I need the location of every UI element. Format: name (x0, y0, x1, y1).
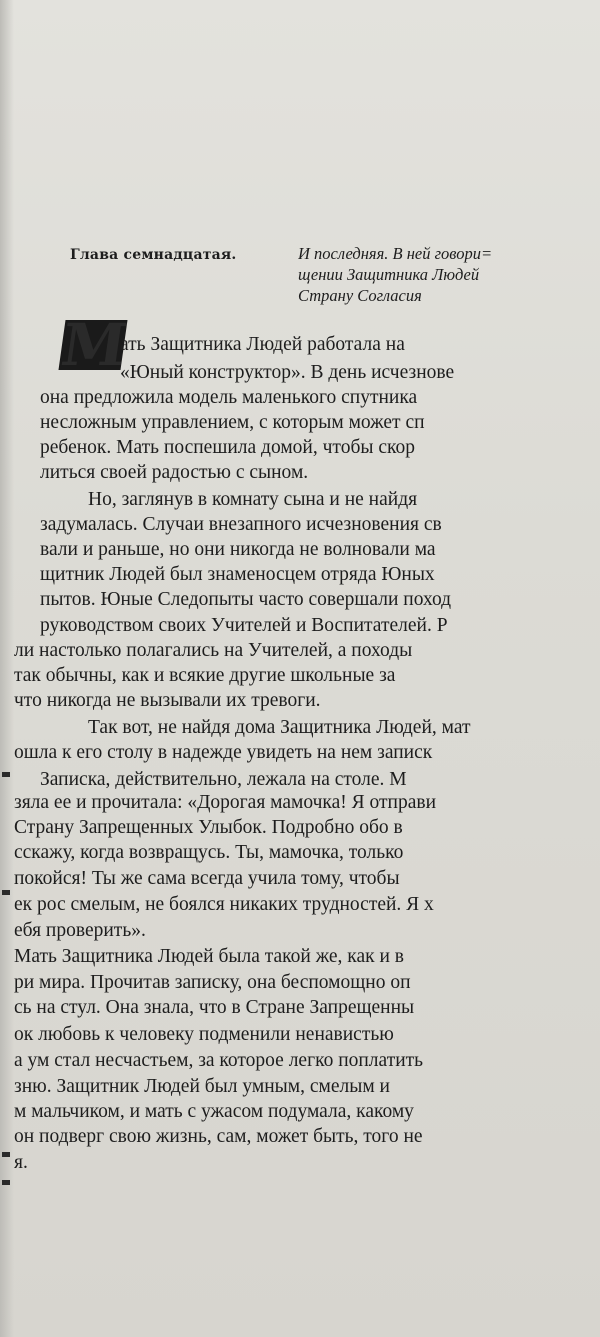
text-line: что никогда не вызывали их тревоги. (14, 690, 321, 711)
text-line: ок любовь к человеку подменили ненавистью (14, 1024, 394, 1045)
text-line: Страну Запрещенных Улыбок. Подробно обо в (14, 817, 403, 838)
text-line: ошла к его столу в надежде увидеть на нем записк (14, 742, 433, 763)
text-line: она предложила модель маленького спутника (40, 387, 418, 408)
text-line: сь на стул. Она знала, что в Стране Запрещенны (14, 997, 415, 1018)
text-line: задумалась. Случаи внезапного исчезновения св (40, 514, 442, 535)
text-line: несложным управлением, с которым может сп (40, 412, 425, 433)
text-line: ребенок. Мать поспешила домой, чтобы скор (40, 437, 415, 458)
text-line: а ум стал несчастьем, за которое легко поплатить (14, 1050, 424, 1071)
chapter-header (0, 243, 600, 307)
chapter-subtitle-line: Страну Согласия (298, 286, 422, 305)
text-line: покойся! Ты же сама всегда учила тому, чтобы (14, 868, 400, 889)
text-line: ек рос смелым, не боялся никаких трудностей. Я х (14, 894, 434, 915)
page-edge-mark (2, 1180, 10, 1185)
text-line: Но, заглянув в комнату сына и не найдя (88, 489, 418, 510)
page-edge-mark (2, 772, 10, 777)
page-edge-mark (2, 1152, 10, 1157)
text-line: пытов. Юные Следопыты часто совершали поход (40, 589, 452, 610)
page-edge-mark (2, 890, 10, 895)
text-line: ли настолько полагались на Учителей, а походы (14, 640, 413, 661)
chapter-subtitle (298, 243, 600, 306)
text-line: ри мира. Прочитав записку, она беспомощно оп (14, 972, 411, 993)
text-line: руководством своих Учителей и Воспитателей. Р (40, 615, 448, 636)
chapter-title: Глава семнадцатая. (70, 247, 237, 263)
text-line: ебя проверить». (14, 920, 146, 941)
text-line: литься своей радостью с сыном. (40, 462, 309, 483)
text-line: «Юный конструктор». В день исчезнове (120, 362, 455, 383)
text-line: ать Защитника Людей работала на (120, 334, 405, 355)
text-line: м мальчиком, и мать с ужасом подумала, какому (14, 1101, 414, 1122)
text-line: зяла ее и прочитала: «Дорогая мамочка! Я отправи (14, 792, 437, 813)
drop-cap-letter: М (57, 311, 131, 379)
text-line: так обычны, как и всякие другие школьные за (14, 665, 396, 686)
text-line: щитник Людей был знаменосцем отряда Юных (40, 564, 435, 585)
chapter-subtitle-line: И последняя. В ней говори= (298, 244, 493, 263)
text-line: Мать Защитника Людей была такой же, как и в (14, 946, 405, 967)
text-line: вали и раньше, но они никогда не волновали ма (40, 539, 436, 560)
chapter-subtitle-line: щении Защитника Людей (298, 265, 480, 284)
text-line: Так вот, не найдя дома Защитника Людей, мат (88, 717, 471, 738)
text-line: сскажу, когда возвращусь. Ты, мамочка, только (14, 842, 404, 863)
text-line: он подверг свою жизнь, сам, может быть, того не (14, 1126, 423, 1147)
text-line: Записка, действительно, лежала на столе. М (40, 769, 407, 790)
text-line: я. (14, 1152, 28, 1173)
text-line: зню. Защитник Людей был умным, смелым и (14, 1076, 390, 1097)
